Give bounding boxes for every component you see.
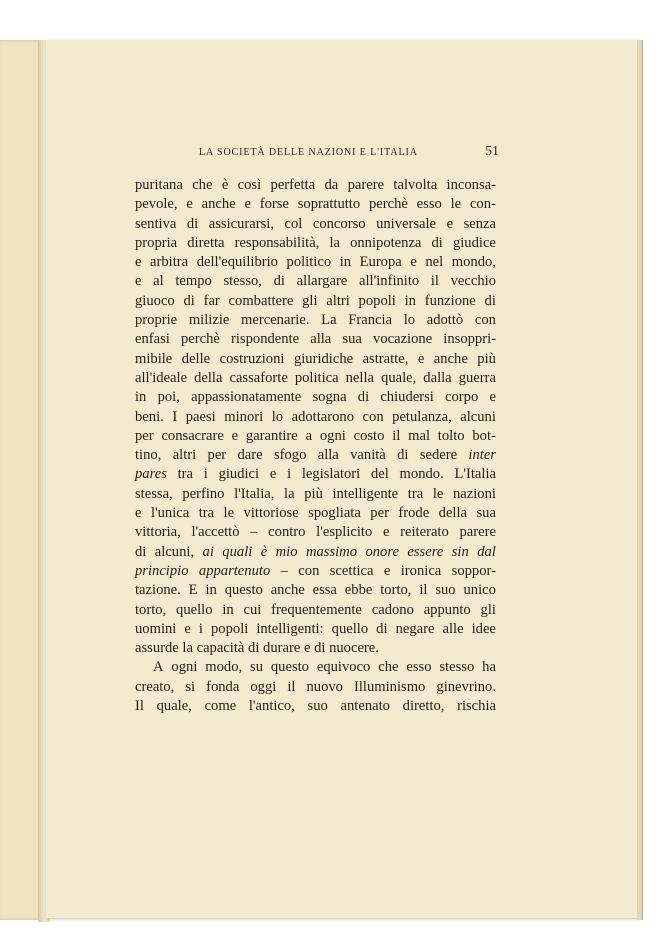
word: giuoco (135, 292, 175, 309)
word: mondo. (399, 466, 444, 483)
word: al (153, 273, 164, 290)
word: vittoriose (243, 505, 299, 522)
word: petulanza, (392, 408, 452, 425)
text-line (135, 620, 496, 639)
text-line (135, 195, 496, 214)
word: spogliata (308, 505, 361, 522)
word: L'Italia (454, 466, 496, 483)
text-line (135, 350, 496, 369)
word: i (287, 466, 292, 483)
word: sua (342, 331, 362, 348)
text-line (135, 176, 496, 195)
word: e (382, 524, 390, 541)
word: allargare (296, 273, 348, 290)
text-line (135, 427, 496, 446)
running-head: LA SOCIETÀ DELLE NAZIONI E L'ITALIA (199, 147, 418, 158)
word: adottarono (291, 408, 355, 425)
word: alla (310, 331, 332, 348)
word: politico (286, 254, 332, 271)
word: scettica (329, 562, 374, 579)
word: all'ideale (135, 369, 188, 386)
word: quale, (156, 698, 192, 715)
word: dalla (423, 369, 452, 386)
word: tra (198, 505, 215, 522)
word: reiterato (400, 524, 449, 541)
word: funzione (424, 292, 476, 309)
word: questo (270, 659, 309, 676)
text-line (135, 504, 496, 523)
word: tra (177, 466, 194, 483)
text-line (135, 465, 496, 484)
word: consacrare (161, 427, 224, 444)
word: I (172, 408, 178, 425)
word: nazioni (452, 485, 496, 502)
text-line (135, 697, 496, 716)
word: è (260, 543, 268, 560)
word: Francia (348, 312, 393, 329)
word: così (237, 177, 262, 193)
word: ha (482, 659, 496, 676)
word: universale (376, 215, 437, 232)
text-line (135, 292, 496, 311)
word: per (207, 447, 227, 464)
word: stessa, (135, 485, 173, 502)
word: questo (224, 582, 263, 599)
word: soppor- (451, 562, 496, 579)
word: per (370, 505, 389, 522)
word: di (273, 273, 285, 290)
word: di (135, 543, 147, 560)
word: la (329, 234, 340, 251)
word: idee (471, 620, 496, 637)
word: l'antico, (248, 698, 295, 715)
text-line (135, 601, 496, 620)
word: di (183, 292, 195, 309)
word: combattere (228, 292, 294, 309)
word: essere (407, 543, 444, 560)
word: negare (395, 620, 435, 637)
word: popoli (211, 620, 249, 637)
word: creato, (135, 678, 175, 695)
word: quello (331, 620, 369, 637)
word: a (305, 427, 313, 444)
word: col (284, 215, 303, 232)
word: altri (172, 447, 197, 464)
page-header (199, 144, 499, 164)
word: quello (176, 601, 213, 618)
word: insoppri- (443, 331, 496, 348)
word: tempo (175, 273, 212, 290)
word: è (221, 177, 229, 193)
word: vittoria, (135, 524, 181, 541)
word: alcuni, (154, 543, 195, 560)
word: enfasi (135, 331, 170, 348)
body-text (135, 176, 496, 716)
text-line (135, 658, 496, 677)
text-line (135, 562, 496, 581)
word: sentiva (135, 215, 177, 232)
word: gli (302, 292, 318, 309)
word: appassionatamente (191, 389, 302, 406)
word: concorso (312, 215, 366, 232)
page-edge (637, 40, 643, 920)
word: equivoco (316, 659, 371, 676)
word: i (203, 466, 208, 483)
word: di (397, 447, 409, 464)
word: l'accettò (191, 524, 240, 541)
word: cassaforte (229, 369, 288, 386)
word: mio (275, 543, 298, 560)
text-line (135, 678, 496, 697)
word: come (204, 698, 237, 715)
word: A (153, 659, 164, 676)
word: lo (271, 408, 284, 425)
word: appunto (423, 601, 471, 618)
word: mondo, (451, 254, 496, 271)
word: della (194, 369, 223, 386)
text-line (135, 215, 496, 234)
word: con- (469, 196, 496, 213)
word: e (231, 427, 239, 444)
word: massimo (305, 543, 358, 560)
word: sogna (312, 389, 347, 406)
word: giuridiche (293, 350, 354, 367)
word: le (432, 485, 444, 502)
word: quale, (381, 369, 417, 386)
text-line (135, 253, 496, 272)
word: giudici (218, 466, 260, 483)
word: in (205, 582, 217, 599)
word: alla (317, 447, 339, 464)
word: corpo (445, 389, 479, 406)
word: anche (433, 350, 468, 367)
word: dal (477, 543, 496, 560)
word: torto, (135, 601, 167, 618)
word: assicurarsi, (208, 215, 274, 232)
word: proprie (135, 312, 178, 329)
word: altri (326, 292, 350, 309)
word: perchè (368, 196, 408, 213)
word: sin (451, 543, 469, 560)
text-line (135, 485, 496, 504)
word: torto, (380, 582, 412, 599)
word: tolto (437, 427, 465, 444)
word: più (304, 485, 323, 502)
word: che (378, 659, 399, 676)
word: vecchio (450, 273, 496, 290)
word: esso (416, 196, 442, 213)
word: lo (403, 312, 416, 329)
word: politica (294, 369, 339, 386)
word: E (188, 582, 198, 599)
word: beni. (135, 408, 164, 425)
word: milizie (188, 312, 230, 329)
word: parere (459, 524, 496, 541)
word: tra (407, 485, 424, 502)
word: intelligenti: (256, 620, 324, 637)
word: rischia (457, 698, 496, 715)
word: e (244, 196, 251, 213)
word: garantire (245, 427, 298, 444)
word: ogni (171, 659, 198, 676)
word: cadono (371, 601, 414, 618)
text-line (135, 369, 496, 388)
word: vocazione (373, 331, 433, 348)
word: inter (468, 447, 496, 464)
word: ironica (400, 562, 442, 579)
word: costo (353, 427, 385, 444)
text-line (135, 581, 496, 600)
word: dare (237, 447, 263, 464)
text-line (135, 330, 496, 349)
word: si (185, 678, 196, 695)
word: anche (201, 196, 236, 213)
word: oggi (250, 678, 277, 695)
word: La (321, 312, 337, 329)
word: e (446, 215, 454, 232)
word: pares (135, 466, 167, 483)
text-line (135, 543, 496, 562)
word: chiudersi (380, 389, 434, 406)
text-line (135, 388, 496, 407)
paragraph (135, 176, 496, 658)
text-line (135, 311, 496, 330)
word: legislatori (301, 466, 361, 483)
word: cui (243, 601, 262, 618)
word: e (135, 273, 142, 290)
word: e (417, 350, 425, 367)
word: puritana (135, 177, 183, 193)
word: nuovo (306, 678, 343, 695)
word: appartenuto (198, 562, 271, 579)
word: alle (442, 620, 464, 637)
word: responsabilità, (234, 234, 320, 251)
word: nel (425, 254, 444, 271)
word: modo, (205, 659, 243, 676)
word: per (135, 427, 154, 444)
word: che (192, 177, 213, 193)
text-line (135, 446, 496, 465)
word: alcuni (460, 408, 496, 425)
word: da (324, 177, 339, 193)
page-number: 51 (485, 144, 499, 159)
word: propria (135, 234, 178, 251)
word: ginevrino. (436, 678, 496, 695)
word: contro (268, 524, 306, 541)
word: più (477, 350, 496, 367)
word: popoli (358, 292, 396, 309)
word: guerra (458, 369, 496, 386)
word: paesi (185, 408, 216, 425)
word: stesso (439, 659, 475, 676)
word: adottò (426, 312, 464, 329)
word: del (370, 466, 389, 483)
word: mercenarie. (241, 312, 310, 329)
word: – (250, 524, 258, 541)
text-line (135, 272, 496, 291)
word: fonda (206, 678, 240, 695)
word: esso (406, 659, 432, 676)
word: Illuminismo (354, 678, 426, 695)
word: poi, (157, 389, 180, 406)
word: perfetta (270, 177, 316, 193)
word: su (250, 659, 263, 676)
word: e (135, 505, 142, 522)
word: frequentemente (271, 601, 362, 618)
word: pevole, (135, 196, 178, 213)
word: le (450, 196, 462, 213)
word: stesso, (223, 273, 262, 290)
word: dell'equilibrio (196, 254, 278, 271)
word: ogni (319, 427, 346, 444)
word: tazione. (135, 582, 181, 599)
word: il (392, 427, 401, 444)
word: e (383, 562, 391, 579)
word: e (410, 254, 417, 271)
word: bot- (472, 427, 496, 444)
word: giudice (452, 234, 496, 251)
word: in (135, 389, 147, 406)
word: sedere (419, 447, 458, 464)
word: e (135, 254, 142, 271)
word: minori (224, 408, 264, 425)
word: soprattutto (297, 196, 361, 213)
word: ai (202, 543, 214, 560)
word: in (222, 601, 234, 618)
word: i (198, 620, 203, 637)
word: il (287, 678, 296, 695)
text-line (135, 639, 496, 658)
word: gli (480, 601, 496, 618)
word: all'infinito (359, 273, 420, 290)
word: talvolta (393, 177, 438, 193)
word: il (430, 273, 439, 290)
word: tino, (135, 447, 162, 464)
text-line (135, 523, 496, 542)
word: sfogo (273, 447, 307, 464)
word: il (419, 582, 428, 599)
paragraph (135, 658, 496, 716)
word: la (284, 485, 295, 502)
word: anche (270, 582, 305, 599)
word: con (474, 312, 496, 329)
word: principio (135, 562, 189, 579)
word: far (203, 292, 220, 309)
word: Europa (359, 254, 402, 271)
word: diretto, (402, 698, 445, 715)
word: nella (345, 369, 374, 386)
word: arbitra (150, 254, 189, 271)
word: frode (398, 505, 430, 522)
word: l'esplicito (316, 524, 373, 541)
word: intelligente (332, 485, 399, 502)
text-span: assurde la capacità di durare e di nuocere. (135, 640, 379, 657)
word: mibile (135, 350, 173, 367)
word: onnipotenza (350, 234, 422, 251)
word: perfino (182, 485, 225, 502)
word: con (362, 408, 384, 425)
word: forse (259, 196, 289, 213)
word: senza (463, 215, 496, 232)
word: onore (365, 543, 399, 560)
word: parere (347, 177, 385, 193)
word: antenato (340, 698, 390, 715)
word: in (404, 292, 416, 309)
word: mal (408, 427, 430, 444)
word: inconsa- (446, 177, 496, 193)
word: astratte, (362, 350, 409, 367)
word: essa (312, 582, 337, 599)
word: e (186, 196, 193, 213)
word: rispondente (231, 331, 300, 348)
word: di (357, 389, 370, 406)
word: le (223, 505, 235, 522)
word: uomini (135, 620, 177, 637)
word: suo (435, 582, 456, 599)
word: sua (476, 505, 496, 522)
word: l'unica (150, 505, 190, 522)
word: diretta (187, 234, 225, 251)
word: suo (307, 698, 328, 715)
word: e (184, 620, 191, 637)
word: di (186, 215, 199, 232)
word: in (339, 254, 352, 271)
word: di (484, 292, 496, 309)
word: della (438, 505, 468, 522)
word: perchè (180, 331, 220, 348)
word: delle (181, 350, 211, 367)
word: di (376, 620, 388, 637)
word: l'Italia, (234, 485, 275, 502)
word: e (489, 389, 496, 406)
word: con (298, 562, 320, 579)
word: ebbe (344, 582, 373, 599)
word: – (280, 562, 288, 579)
word: quali (222, 543, 253, 560)
word: di (431, 234, 443, 251)
word: e (269, 466, 277, 483)
word: Il (135, 698, 144, 715)
text-line (135, 408, 496, 427)
word: costruzioni (219, 350, 285, 367)
word: vanità (350, 447, 386, 464)
word: unico (463, 582, 496, 599)
text-line (135, 234, 496, 253)
